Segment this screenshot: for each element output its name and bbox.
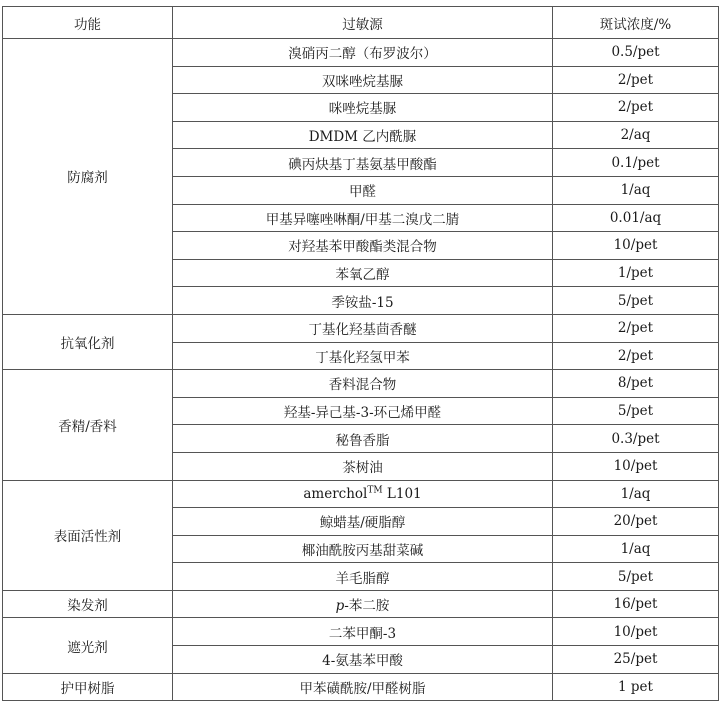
concentration-cell: 0.01/aq xyxy=(553,204,719,232)
allergen-cell xyxy=(173,149,553,177)
allergen-name: 甲醛 xyxy=(349,184,376,201)
function-cell: 抗氧化剂 xyxy=(3,314,173,369)
concentration-cell: 1 pet xyxy=(553,673,719,701)
trademark-superscript: TM xyxy=(367,485,383,496)
concentration-cell: 10/pet xyxy=(553,618,719,646)
allergen-cell xyxy=(173,66,553,94)
allergen-name: 甲苯磺酰胺/甲醛树脂 xyxy=(299,680,426,697)
concentration-cell: 2/aq xyxy=(553,121,719,149)
table-row xyxy=(3,370,719,398)
allergen-suffix: L101 xyxy=(382,485,422,502)
table-header-row xyxy=(3,7,719,39)
table-row xyxy=(3,618,719,646)
allergen-cell xyxy=(173,204,553,232)
concentration-cell: 5/pet xyxy=(553,397,719,425)
allergen-name: 苯氧乙醇 xyxy=(335,267,390,284)
function-cell: 表面活性剂 xyxy=(3,480,173,590)
allergen-cell xyxy=(173,39,553,67)
function-cell: 护甲树脂 xyxy=(3,673,173,701)
allergen-name: 甲基异噻唑啉酮/甲基二溴戊二腈 xyxy=(265,211,460,228)
allergen-name: 丁基化羟基茴香醚 xyxy=(308,322,417,339)
allergen-name: 溴硝丙二醇（布罗波尔） xyxy=(288,46,437,63)
table-row xyxy=(3,39,719,67)
concentration-cell: 5/pet xyxy=(553,563,719,591)
allergen-cell xyxy=(173,480,553,508)
concentration-cell: 0.1/pet xyxy=(553,149,719,177)
allergen-cell xyxy=(173,618,553,646)
header-allergen: 过敏源 xyxy=(173,7,553,39)
allergen-cell xyxy=(173,508,553,536)
allergen-name: 羟基-异己基-3-环己烯甲醛 xyxy=(283,405,442,422)
function-cell: 香精/香料 xyxy=(3,370,173,480)
concentration-cell: 2/pet xyxy=(553,94,719,122)
table-row xyxy=(3,673,719,701)
concentration-cell: 0.3/pet xyxy=(553,425,719,453)
concentration-cell: 25/pet xyxy=(553,646,719,674)
allergen-cell xyxy=(173,535,553,563)
concentration-cell: 5/pet xyxy=(553,287,719,315)
header-concentration: 斑试浓度/% xyxy=(553,7,719,39)
allergen-name: 羊毛脂醇 xyxy=(335,570,390,587)
allergen-name: 丁基化羟氢甲苯 xyxy=(315,349,410,366)
concentration-cell: 1/aq xyxy=(553,480,719,508)
allergen-name: 茶树油 xyxy=(342,460,383,477)
allergen-cell xyxy=(173,425,553,453)
allergen-cell xyxy=(173,673,553,701)
allergen-name: 碘丙炔基丁基氨基甲酸酯 xyxy=(288,156,437,173)
allergen-name: 咪唑烷基脲 xyxy=(328,101,397,118)
allergen-cell xyxy=(173,314,553,342)
allergen-name: 对羟基苯甲酸酯类混合物 xyxy=(288,239,437,256)
allergen-name: 椰油酰胺丙基甜菜碱 xyxy=(301,542,424,559)
allergen-cell xyxy=(173,94,553,122)
header-function: 功能 xyxy=(3,7,173,39)
allergen-name: 秘鲁香脂 xyxy=(335,432,390,449)
concentration-cell: 2/pet xyxy=(553,66,719,94)
concentration-cell: 20/pet xyxy=(553,508,719,536)
allergen-name: DMDM 乙内酰脲 xyxy=(308,129,417,146)
concentration-cell: 16/pet xyxy=(553,590,719,618)
allergen-cell xyxy=(173,121,553,149)
concentration-cell: 1/aq xyxy=(553,176,719,204)
allergen-cell xyxy=(173,646,553,674)
table-row xyxy=(3,590,719,618)
allergen-name: -苯二胺 xyxy=(344,598,390,615)
concentration-cell: 2/pet xyxy=(553,314,719,342)
allergen-italic-prefix: p xyxy=(335,598,345,615)
allergen-name: amerchol xyxy=(303,485,368,502)
function-cell: 遮光剂 xyxy=(3,618,173,673)
concentration-cell: 1/aq xyxy=(553,535,719,563)
table-row xyxy=(3,480,719,508)
allergen-cell xyxy=(173,370,553,398)
allergen-name: 二苯甲酮-3 xyxy=(328,625,397,642)
allergen-cell xyxy=(173,563,553,591)
allergen-cell xyxy=(173,232,553,260)
concentration-cell: 0.5/pet xyxy=(553,39,719,67)
function-cell: 防腐剂 xyxy=(3,39,173,315)
allergen-cell xyxy=(173,452,553,480)
allergen-name: 鲸蜡基/硬脂醇 xyxy=(319,515,406,532)
concentration-cell: 10/pet xyxy=(553,452,719,480)
allergen-name: 双咪唑烷基脲 xyxy=(322,73,403,90)
table-body xyxy=(3,39,719,701)
function-cell: 染发剂 xyxy=(3,590,173,618)
allergen-name: 季铵盐-15 xyxy=(331,294,394,311)
allergen-name: 香料混合物 xyxy=(328,377,397,394)
allergen-cell xyxy=(173,590,553,618)
allergen-cell xyxy=(173,287,553,315)
concentration-cell: 2/pet xyxy=(553,342,719,370)
allergen-cell xyxy=(173,176,553,204)
allergen-cell xyxy=(173,259,553,287)
allergen-table xyxy=(2,6,719,701)
concentration-cell: 10/pet xyxy=(553,232,719,260)
allergen-cell xyxy=(173,342,553,370)
concentration-cell: 8/pet xyxy=(553,370,719,398)
concentration-cell: 1/pet xyxy=(553,259,719,287)
allergen-cell xyxy=(173,397,553,425)
allergen-name: 4-氨基苯甲酸 xyxy=(322,653,403,670)
table-row xyxy=(3,314,719,342)
